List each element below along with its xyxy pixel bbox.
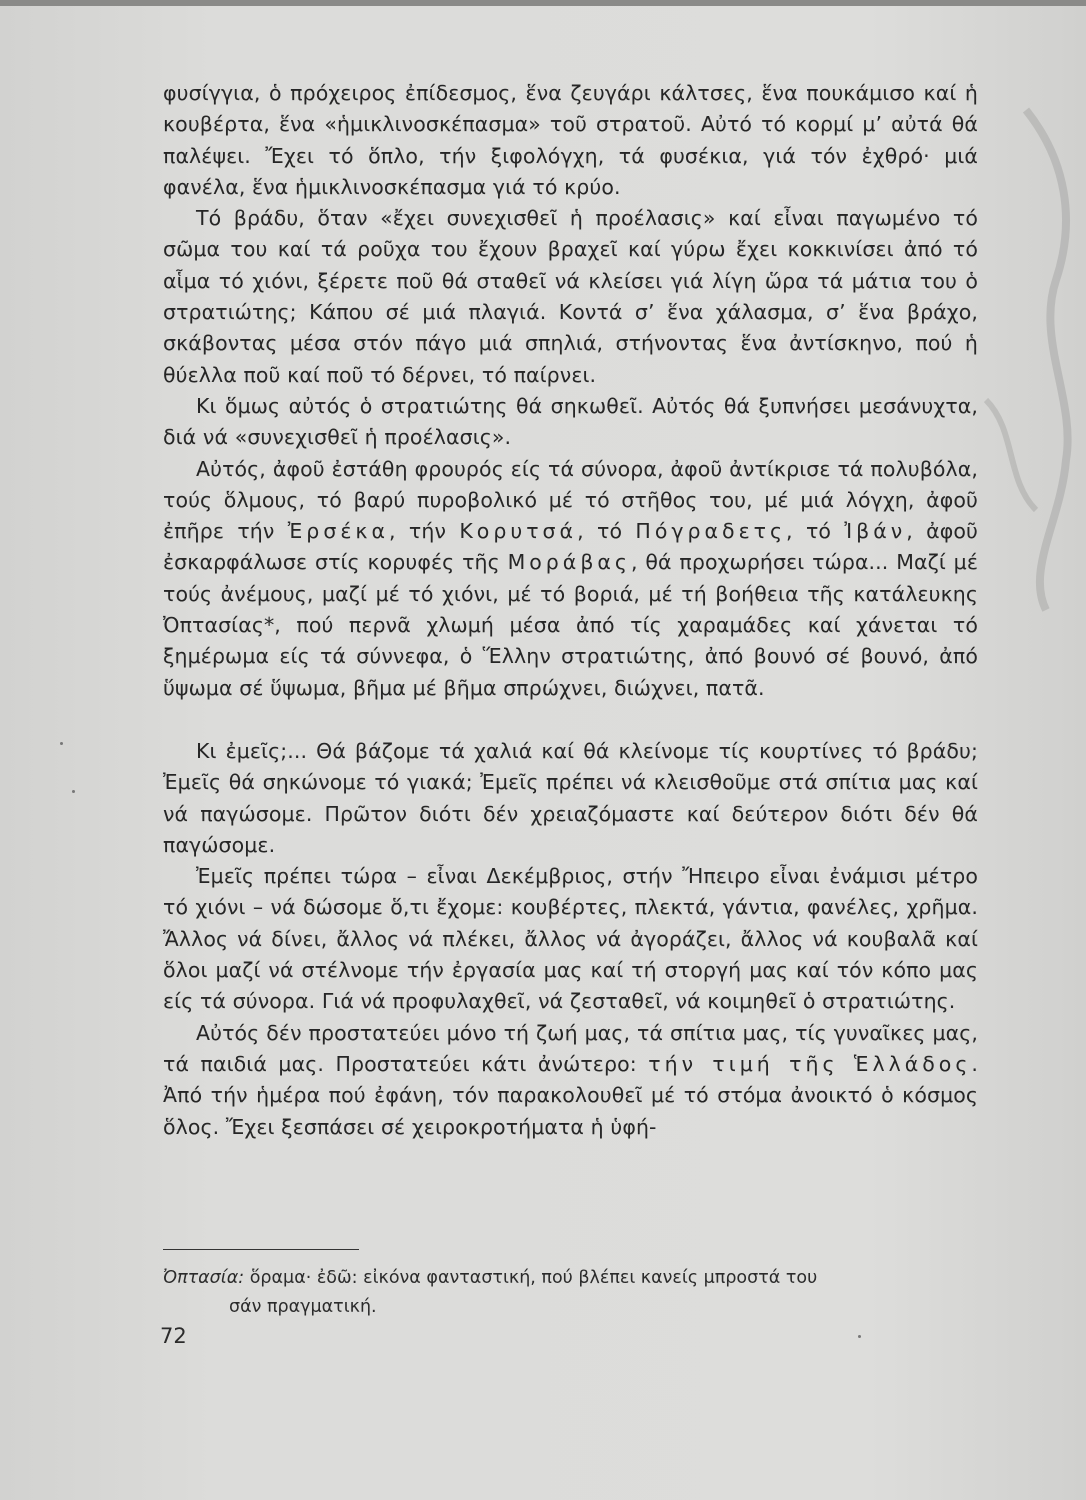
- text-run: Αὐτός, ἀφοῦ ἐστάθη φρουρός είς τά σύνορα, ἀφοῦ ἀντίκρισε τά πολυβόλα, τούς ὅλμους, τό βαρύ πυροβολικό μέ τό στῆθος του, μέ μιά λόγχη, ἀφοῦ ἐπῆρε τήν: [163, 456, 978, 544]
- scan-top-edge: [0, 0, 1086, 6]
- spaced-emphasis: Μοράβας: [507, 550, 631, 575]
- text-run: , τό: [577, 519, 636, 544]
- paragraph: [163, 736, 978, 861]
- text-run: Τό βράδυ, ὅταν «ἔχει συνεχισθεῖ ἡ προέλασις» καί εἶναι παγωμένο τό σῶμα του καί τά ροῦχα του ἔχουν βραχεῖ καί γύρω ἔχει κοκκινίσει ἀπό τό αἷμα τό χιόνι, ξέρετε ποῦ θά σταθεῖ νά κλείσει γιά λίγη ὥρα τά μάτια του ὁ στρατιώτης; Κάπου σέ μιά πλαγιά. Κοντά σ’ ἕνα χάλασμα, σ’ ἕνα βράχο, σκάβοντας μέσα στόν πάγο μιά σπηλιά, στήνοντας ἕνα ἀντίσκηνο, πού ἡ θύελλα ποῦ καί ποῦ τό δέρνει, τό παίρνει.: [163, 206, 978, 387]
- text-run: Ἐμεῖς πρέπει τώρα – εἶναι Δεκέμβριος, στήν Ἤπειρο εἶναι ἐνάμισι μέτρο τό χιόνι – νά δώσομε ὅ,τι ἔχομε: κουβέρτες, πλεκτά, γάντια, φανέλες, χρῆμα. Ἄλλος νά δίνει, ἄλλος νά πλέκει, ἄλλος νά ἀγοράζει, ἄλλος νά κουβαλᾶ καί ὅλοι μαζί νά στέλνομε τήν ἐργασία μας καί τή στοργή μας καί τόν κόπο μας είς τά σύνορα. Γιά νά προφυλαχθεῖ, νά ζεσταθεῖ, νά κοιμηθεῖ ὁ στρατιώτης.: [163, 864, 978, 1014]
- text-run: , τήν: [389, 519, 460, 544]
- scan-speck: [72, 790, 75, 793]
- footnote-term: Ὀπτασία:: [163, 1268, 245, 1288]
- show-through-illustration: [966, 100, 1086, 620]
- footnote-definition: ὅραμα· ἐδῶ: εἰκόνα φανταστική, πού βλέπει κανείς μπροστά του: [244, 1268, 818, 1288]
- paragraph: [163, 391, 978, 454]
- text-run: , θά προχωρήσει τώρα... Μαζί μέ τούς ἀνέμους, μαζί μέ τό χιόνι, μέ τό βοριά, μέ τή βοήθεια τῆς κατάλευκης Ὀπτασίας*, πού περνᾶ χλωμή μέσα ἀπό τίς χαραμάδες καί χάνεται τό ξημέρωμα είς τά σύννεφα, ὁ Ἕλλην στρατιώτης, ἀπό βουνό σέ βουνό, ἀπό ὕψωμα σέ ὕψωμα, βῆμα μέ βῆμα σπρώχνει, διώχνει, πατᾶ.: [163, 550, 978, 700]
- section-gap: [163, 704, 978, 736]
- body-text: [163, 78, 978, 1143]
- scan-speck: [858, 1335, 861, 1338]
- paragraph: [163, 1018, 978, 1143]
- text-run: Κι ὅμως αὐτός ὁ στρατιώτης θά σηκωθεῖ. Αὐτός θά ξυπνήσει μεσάνυχτα, διά νά «συνεχισθεῖ ἡ προέλασις».: [163, 393, 978, 450]
- spaced-emphasis: Ἰβάν: [844, 519, 907, 544]
- paragraph: [163, 861, 978, 1017]
- text-run: , τό: [786, 519, 845, 544]
- paragraph: [163, 203, 978, 391]
- paragraph: [163, 78, 978, 203]
- paragraph: [163, 454, 978, 704]
- spaced-emphasis: τήν τιμή τῆς Ἑλλάδος: [648, 1051, 972, 1076]
- footnote-separator: [163, 1249, 359, 1250]
- page-number: 72: [160, 1324, 187, 1348]
- text-run: Αὐτός δέν προστατεύει μόνο τή ζωή μας, τά σπίτια μας, τίς γυναῖκες μας, τά παιδιά μας. Προστατεύει κάτι ἀνώτερο:: [163, 1020, 978, 1076]
- text-run: φυσίγγια, ὁ πρόχειρος ἐπίδεσμος, ἕνα ζευγάρι κάλτσες, ἕνα πουκάμισο καί ἡ κουβέρτα, ἕνα «ἡμικλινοσκέπασμα» τοῦ στρατοῦ. Αὐτό τό κορμί μ’ αὐτά θά παλέψει. Ἔχει τό ὅπλο, τήν ξιφολόγχη, τά φυσέκια, γιά τόν ἐχθρό· μιά φανέλα, ἕνα ἡμικλινοσκέπασμα γιά τό κρύο.: [163, 81, 978, 199]
- text-run: , ἀφοῦ ἐσκαρφάλωσε στίς κορυφές τῆς: [163, 519, 978, 575]
- scan-speck: [60, 742, 63, 745]
- text-run: Κι ἐμεῖς;... Θά βάζομε τά χαλιά καί θά κλείνομε τίς κουρτίνες τό βράδυ; Ἐμεῖς θά σηκώνομε τό γιακά; Ἐμεῖς πρέπει νά κλεισθοῦμε στά σπίτια μας καί νά παγώσομε. Πρῶτον διότι δέν χρειαζόμαστε καί δεύτερον διότι δέν θά παγώσομε.: [163, 738, 978, 857]
- spaced-emphasis: Ἐρσέκα: [287, 519, 389, 544]
- footnote-continuation: σάν πραγματική.: [229, 1297, 377, 1317]
- footnote: [163, 1264, 978, 1322]
- spaced-emphasis: Πόγραδετς: [635, 519, 787, 544]
- text-run: . Ἀπό τήν ἡμέρα πού ἐφάνη, τόν παρακολουθεῖ μέ τό στόμα ἀνοικτό ὁ κόσμος ὅλος. Ἔχει ξεσπάσει σέ χειροκροτήματα ἡ ὑφή-: [163, 1051, 979, 1139]
- spaced-emphasis: Κορυτσά: [459, 519, 578, 544]
